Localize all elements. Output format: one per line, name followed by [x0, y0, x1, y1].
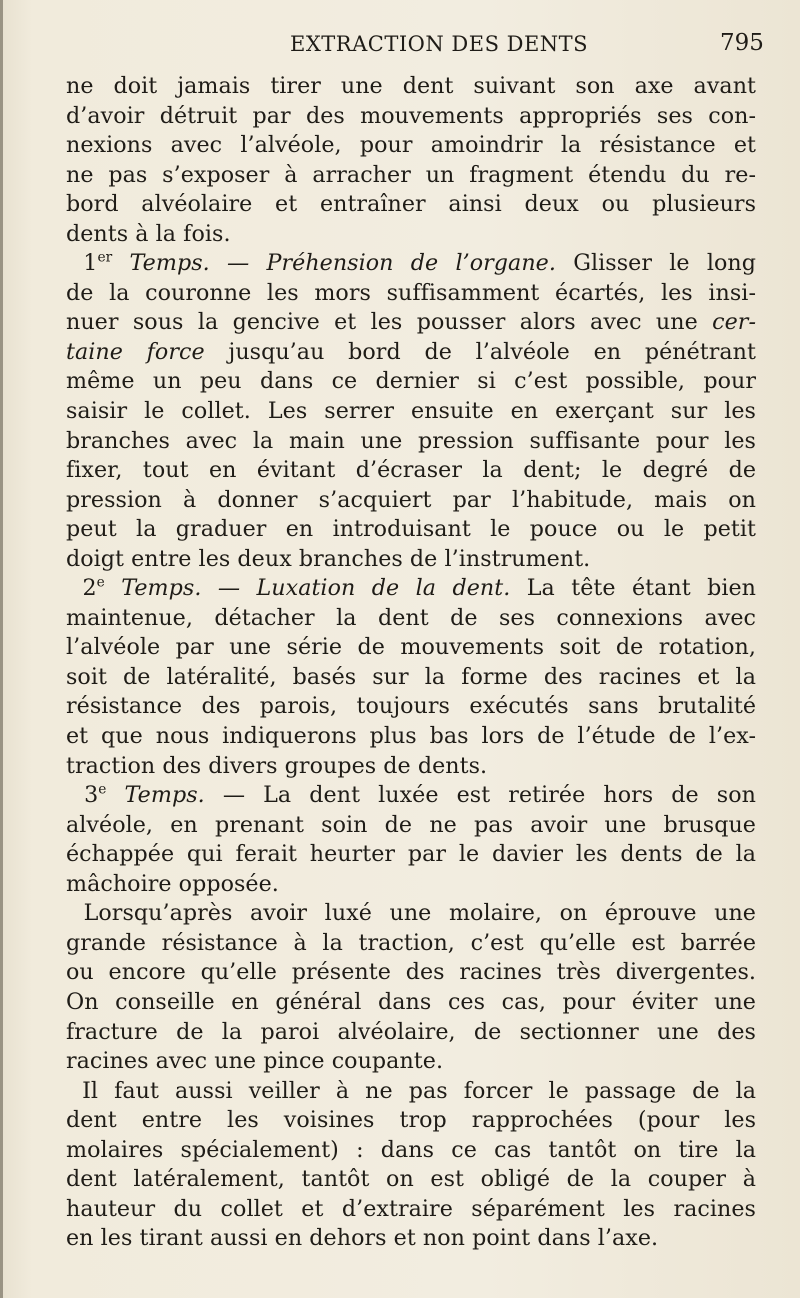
page-number: 795 [720, 30, 764, 56]
ordinal-suffix: er [97, 249, 113, 266]
text-fragment: La tête étant bien [510, 575, 757, 602]
text-line: dent latéralement, tantôt on est obligé de la couper à [66, 1166, 756, 1193]
text-line: de la couronne les mors suffisamment écartés, les insi- [66, 279, 756, 306]
text-line [66, 338, 756, 368]
paragraph-4 [66, 781, 756, 899]
text-line: alvéole, en prenant soin de ne pas avoir une brusque [66, 811, 756, 838]
ordinal-number: 2 [82, 575, 97, 602]
text-fragment: Il faut aussi veiller à ne pas forcer le passage de la [82, 1077, 756, 1104]
text-line: l’alvéole par une série de mouvements soit de rotation, [66, 634, 756, 661]
page-header [0, 30, 800, 60]
paragraph-5 [66, 899, 756, 1076]
text-line: et que nous indiquerons plus bas lors de l’étude de l’ex- [66, 723, 756, 750]
text-line: hauteur du collet et d’extraire séparément les racines [66, 1195, 756, 1222]
text-line: branches avec la main une pression suffisante pour les [66, 427, 756, 454]
paragraph-6 [66, 1077, 756, 1254]
text-line: dents à la fois. [66, 220, 231, 247]
text-line: grande résistance à la traction, c’est qu’elle est barrée [66, 929, 756, 956]
text-line: nexions avec l’alvéole, pour amoindrir la résistance et [66, 132, 756, 159]
text-fragment: — La dent luxée est retirée hors de son [204, 782, 756, 809]
text-line: fracture de la paroi alvéolaire, de sectionner une des [66, 1018, 756, 1045]
paragraph-3 [66, 574, 756, 781]
text-line: molaires spécialement) : dans ce cas tantôt on tire la [66, 1136, 756, 1163]
text-line [66, 781, 756, 811]
text-line: échappée qui ferait heurter par le davier les dents de la [66, 841, 756, 868]
text-line: fixer, tout en évitant d’écraser la dent; le degré de [66, 457, 756, 484]
text-fragment: jusqu’au bord de l’alvéole en pénétrant [204, 338, 756, 365]
text-fragment: Glisser le long [555, 250, 757, 277]
paragraph-2 [66, 249, 756, 574]
text-fragment: Lorsqu’après avoir luxé une molaire, on éprouve une [83, 900, 756, 927]
ordinal-suffix: e [98, 781, 107, 798]
section-heading: Temps. — Luxation de la dent. [121, 575, 511, 602]
text-line: d’avoir détruit par des mouvements appropriés ses con- [66, 102, 756, 129]
text-line: même un peu dans ce dernier si c’est possible, pour [66, 368, 756, 395]
text-line: résistance des parois, toujours exécutés sans brutalité [66, 693, 756, 720]
text-line: en les tirant aussi en dehors et non point dans l’axe. [66, 1225, 659, 1252]
text-line: mâchoire opposée. [66, 870, 279, 897]
text-line: traction des divers groupes de dents. [66, 752, 488, 779]
italic-fragment: taine force [66, 338, 205, 365]
text-fragment: nuer sous la gencive et les pousser alors avec une [66, 309, 713, 336]
text-line: racines avec une pince coupante. [66, 1048, 444, 1075]
section-heading: Temps. [124, 782, 205, 809]
text-line: saisir le collet. Les serrer ensuite en exerçant sur les [66, 398, 756, 425]
text-line [66, 899, 756, 929]
ordinal-suffix: e [96, 574, 105, 591]
running-title: EXTRACTION DES DENTS [290, 32, 589, 56]
text-line: dent entre les voisines trop rapprochées (pour les [66, 1107, 756, 1134]
section-heading: Temps. — Préhension de l’organe. [129, 250, 556, 277]
text-line: ou encore qu’elle présente des racines très divergentes. [66, 959, 756, 986]
text-line [66, 1077, 756, 1107]
text-line: peut la graduer en introduisant le pouce ou le petit [66, 516, 756, 543]
text-line: ne pas s’exposer à arracher un fragment étendu du re- [66, 161, 756, 188]
paragraph-1 [66, 72, 756, 249]
text-line [66, 308, 756, 338]
body-text [66, 72, 756, 1254]
text-line: ne doit jamais tirer une dent suivant son axe avant [66, 73, 756, 99]
text-line [66, 249, 756, 279]
ordinal-number: 1 [83, 250, 98, 277]
text-line: bord alvéolaire et entraîner ainsi deux ou plusieurs [66, 191, 756, 218]
text-line: doigt entre les deux branches de l’instrument. [66, 545, 591, 572]
page-gutter-edge [0, 0, 3, 1298]
ordinal-number: 3 [84, 782, 99, 809]
text-line: pression à donner s’acquiert par l’habitude, mais on [66, 486, 756, 513]
text-line: maintenue, détacher la dent de ses connexions avec [66, 604, 756, 631]
text-line: soit de latéralité, basés sur la forme des racines et la [66, 663, 756, 690]
italic-fragment: cer- [712, 309, 756, 336]
text-line [66, 574, 756, 604]
text-line: On conseille en général dans ces cas, pour éviter une [66, 988, 756, 1015]
